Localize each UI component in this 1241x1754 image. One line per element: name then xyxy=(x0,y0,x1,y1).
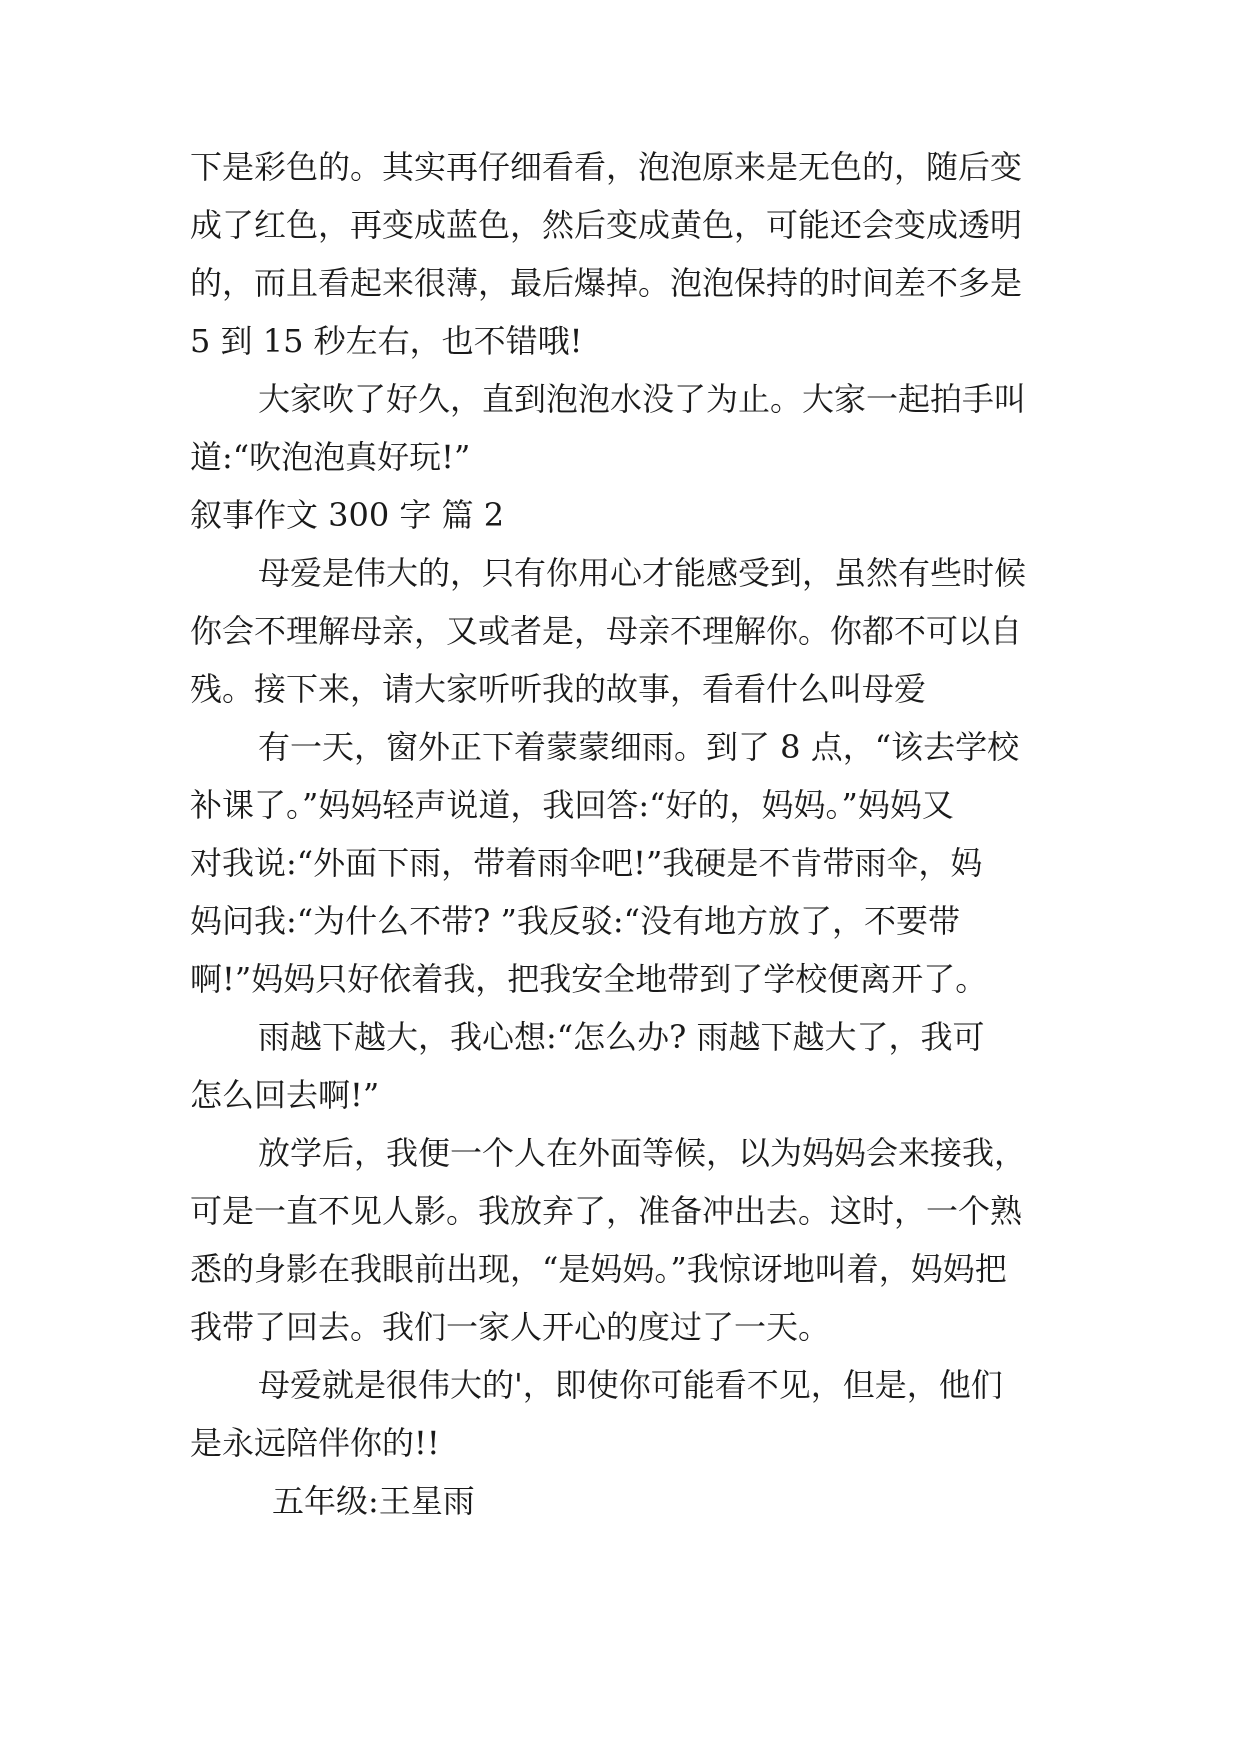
text-line: 放学后，我便一个人在外面等候，以为妈妈会来接我， xyxy=(258,1134,1027,1172)
text-line: 的，而且看起来很薄，最后爆掉。泡泡保持的时间差不多是 xyxy=(190,264,1023,302)
text-line: 雨越下越大，我心想:“怎么办? 雨越下越大了，我可 xyxy=(258,1018,985,1056)
paragraph-5 xyxy=(190,1356,1050,1472)
text-line: 残。接下来，请大家听听我的故事，看看什么叫母爱 xyxy=(190,670,927,708)
text-line: 有一天，窗外正下着蒙蒙细雨。到了 8 点，“该去学校 xyxy=(258,728,1020,766)
text-line: 是永远陪伴你的!! xyxy=(190,1424,440,1462)
section-heading: 叙事作文 300 字 篇 2 xyxy=(190,496,505,534)
text-line: 成了红色，再变成蓝色，然后变成黄色，可能还会变成透明 xyxy=(190,206,1023,244)
text-line: 我带了回去。我们一家人开心的度过了一天。 xyxy=(190,1308,831,1346)
text-line: 母爱就是很伟大的'，即使你可能看不见，但是，他们 xyxy=(258,1366,1003,1404)
text-line: 对我说:“外面下雨，带着雨伞吧!”我硬是不肯带雨伞，妈 xyxy=(190,844,983,882)
text-line: 大家吹了好久，直到泡泡水没了为止。大家一起拍手叫 xyxy=(258,380,1027,418)
text-line: 母爱是伟大的，只有你用心才能感受到，虽然有些时候 xyxy=(258,554,1027,592)
text-line: 你会不理解母亲，又或者是，母亲不理解你。你都不可以自 xyxy=(190,612,1023,650)
paragraph-2 xyxy=(190,718,1050,1008)
author-signature: 五年级:王星雨 xyxy=(272,1482,475,1520)
text-line: 妈问我:“为什么不带? ”我反驳:“没有地方放了，不要带 xyxy=(190,902,960,940)
paragraph-1 xyxy=(190,544,1050,718)
text-line: 补课了。”妈妈轻声说道，我回答:“好的，妈妈。”妈妈又 xyxy=(190,786,954,824)
text-line: 悉的身影在我眼前出现，“是妈妈。”我惊讶地叫着，妈妈把 xyxy=(190,1250,1007,1288)
continuation-paragraph xyxy=(190,138,1050,370)
paragraph-end xyxy=(190,370,1050,486)
text-line: 下是彩色的。其实再仔细看看，泡泡原来是无色的，随后变 xyxy=(190,148,1023,186)
document-body xyxy=(190,138,1050,1530)
text-line: 可是一直不见人影。我放弃了，准备冲出去。这时，一个熟 xyxy=(190,1192,1023,1230)
text-line: 5 到 15 秒左右，也不错哦! xyxy=(190,322,583,360)
paragraph-3 xyxy=(190,1008,1050,1124)
text-line: 道:“吹泡泡真好玩!” xyxy=(190,438,471,476)
text-line: 啊!”妈妈只好依着我，把我安全地带到了学校便离开了。 xyxy=(190,960,988,998)
text-line: 怎么回去啊!” xyxy=(190,1076,380,1114)
paragraph-4 xyxy=(190,1124,1050,1356)
